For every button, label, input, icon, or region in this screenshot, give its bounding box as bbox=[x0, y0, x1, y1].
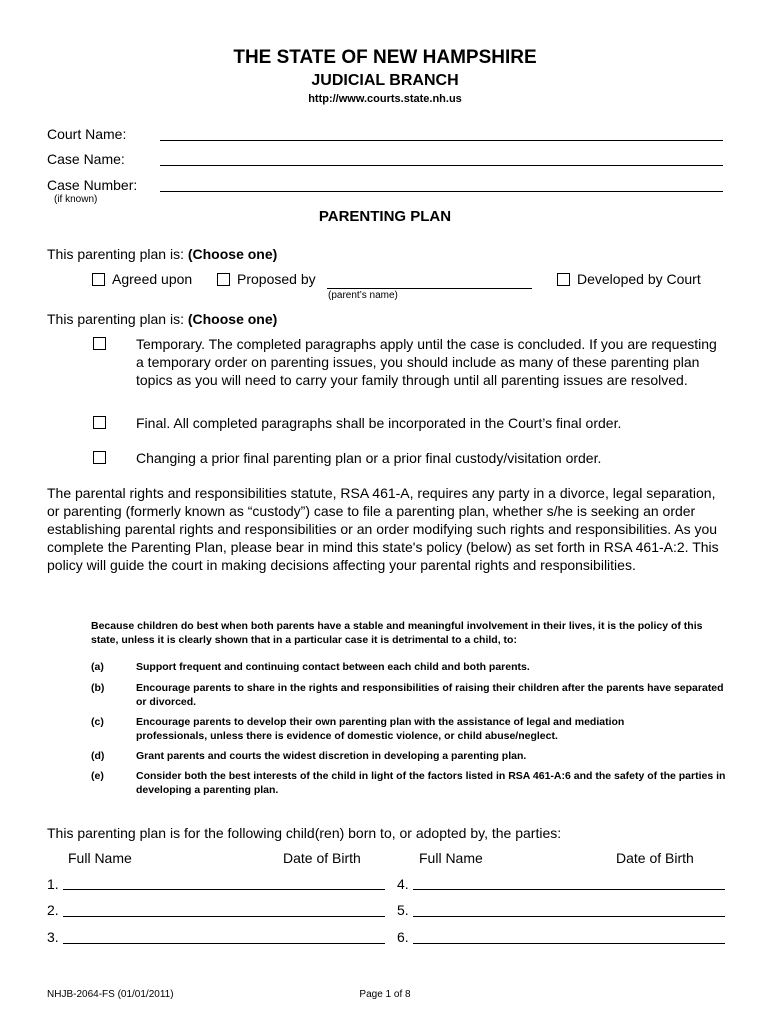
page-number: Page 1 of 8 bbox=[359, 989, 411, 1000]
case-number-field[interactable] bbox=[160, 191, 723, 192]
child-row-2-number: 2. bbox=[47, 902, 59, 918]
child-row-5-field[interactable] bbox=[413, 916, 725, 917]
form-title: PARENTING PLAN bbox=[318, 208, 452, 225]
changing-checkbox[interactable] bbox=[93, 451, 106, 464]
child-row-3-number: 3. bbox=[47, 929, 59, 945]
case-number-label: Case Number: bbox=[47, 177, 138, 193]
proposed-by-label: Proposed by bbox=[237, 271, 316, 287]
policy-item-a-letter: (a) bbox=[91, 661, 104, 673]
policy-item-a-text: Support frequent and continuing contact between each child and both parents. bbox=[136, 661, 530, 673]
child-row-6-field[interactable] bbox=[413, 943, 725, 944]
choose-one-label: (Choose one) bbox=[187, 246, 278, 262]
form-id: NHJB-2064-FS (01/01/2011) bbox=[47, 989, 174, 1000]
policy-item-c-letter: (c) bbox=[91, 716, 104, 728]
col-full-name-1: Full Name bbox=[68, 850, 132, 866]
child-row-5-number: 5. bbox=[397, 902, 409, 918]
col-full-name-2: Full Name bbox=[419, 850, 483, 866]
if-known-note: (if known) bbox=[54, 194, 98, 205]
policy-item-e-letter: (e) bbox=[91, 770, 104, 782]
plan-duration-prompt-text: This parenting plan is: bbox=[47, 311, 188, 327]
policy-item-d-letter: (d) bbox=[91, 750, 105, 762]
court-name-field[interactable] bbox=[160, 140, 723, 141]
col-dob-2: Date of Birth bbox=[616, 850, 694, 866]
final-checkbox[interactable] bbox=[93, 416, 106, 429]
policy-item-b-text: Encourage parents to share in the rights and responsibilities of raising their children after the parents have separated or divorced. bbox=[136, 682, 724, 708]
parent-name-field[interactable] bbox=[327, 288, 532, 289]
policy-item-c-text: Encourage parents to develop their own parenting plan with the assistance of legal and mediation professionals, unless there is evidence of domestic violence, or child abuse/neglect. bbox=[136, 716, 625, 742]
plan-type-prompt bbox=[47, 246, 277, 262]
plan-duration-prompt bbox=[47, 311, 277, 327]
court-name-label: Court Name: bbox=[47, 126, 127, 142]
changing-text: Changing a prior final parenting plan or a prior final custody/visitation order. bbox=[136, 450, 602, 466]
policy-item-e-text: Consider both the best interests of the child in light of the factors listed in RSA 461-A:6 and the safety of the parties in developing a parenting plan. bbox=[136, 770, 726, 796]
col-dob-1: Date of Birth bbox=[283, 850, 361, 866]
policy-item-b-letter: (b) bbox=[91, 682, 105, 694]
child-row-3-field[interactable] bbox=[63, 943, 385, 944]
court-url: http://www.courts.state.nh.us bbox=[308, 93, 462, 105]
policy-item-d-text: Grant parents and courts the widest discretion in developing a parenting plan. bbox=[136, 750, 527, 762]
state-title: THE STATE OF NEW HAMPSHIRE bbox=[233, 47, 537, 68]
child-row-4-field[interactable] bbox=[413, 889, 725, 890]
temporary-checkbox[interactable] bbox=[93, 337, 106, 350]
policy-intro: Because children do best when both parents have a stable and meaningful involvement in their lives, it is the policy of this state, unless it is clearly shown that in a particular case it is detrimental to a child, to: bbox=[91, 620, 703, 646]
child-row-6-number: 6. bbox=[397, 929, 409, 945]
child-row-2-field[interactable] bbox=[63, 916, 385, 917]
developed-by-court-checkbox[interactable] bbox=[557, 273, 570, 286]
branch-title: JUDICIAL BRANCH bbox=[311, 72, 459, 89]
child-row-1-number: 1. bbox=[47, 876, 59, 892]
case-name-label: Case Name: bbox=[47, 151, 125, 167]
child-row-4-number: 4. bbox=[397, 876, 409, 892]
agreed-upon-label: Agreed upon bbox=[112, 271, 193, 287]
temporary-text: Temporary. The completed paragraphs apply until the case is concluded. If you are requesting a temporary order on parenting issues, you should include as many of these parenting plan topics as you will need to carry your family through until all parenting issues are resolved. bbox=[136, 336, 717, 388]
child-row-1-field[interactable] bbox=[63, 889, 385, 890]
case-name-field[interactable] bbox=[160, 165, 723, 166]
developed-by-court-label: Developed by Court bbox=[577, 271, 701, 287]
plan-type-prompt-text: This parenting plan is: bbox=[47, 246, 188, 262]
agreed-upon-checkbox[interactable] bbox=[92, 273, 105, 286]
children-intro: This parenting plan is for the following child(ren) born to, or adopted by, the parties: bbox=[47, 825, 562, 841]
proposed-by-checkbox[interactable] bbox=[217, 273, 230, 286]
parent-name-note: (parent’s name) bbox=[328, 290, 398, 301]
choose-one-label-2: (Choose one) bbox=[187, 311, 278, 327]
statute-paragraph: The parental rights and responsibilities statute, RSA 461-A, requires any party in a divorce, legal separation, or parenting (formerly known as “custody”) case to file a parenting plan, whether s/he is seeking an order establishing parental rights and responsibilities or an order modifying such rights and responsibilities. As you complete the Parenting Plan, please bear in mind this state's policy (below) as set forth in RSA 461-A:2. This policy will guide the court in making decisions affecting your parental rights and responsibilities. bbox=[47, 485, 719, 573]
final-text: Final. All completed paragraphs shall be incorporated in the Court’s final order. bbox=[136, 415, 622, 431]
